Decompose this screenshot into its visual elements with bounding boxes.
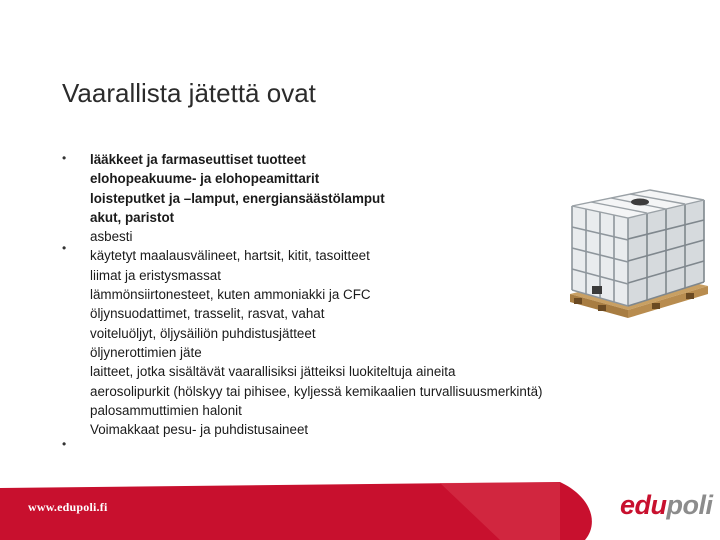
logo-text-poli: poli [666, 490, 713, 520]
bullet-marker: • [62, 241, 67, 255]
edupoli-logo [620, 490, 713, 521]
list-item: lääkkeet ja farmaseuttiset tuotteet [90, 152, 306, 167]
footer-background [0, 482, 720, 540]
bullet-marker: • [62, 437, 67, 451]
ibc-container-icon [562, 182, 712, 322]
slide-body [90, 150, 542, 439]
list-item: Voimakkaat pesu- ja puhdistusaineet [90, 422, 309, 438]
list-item: voiteluöljyt, öljysäiliön puhdistusjätteet [90, 325, 316, 341]
list-item: käytetyt maalausvälineet, hartsit, kitit, tasoitteet [90, 248, 370, 264]
list-item: palosammuttimien halonit [90, 402, 242, 418]
footer-bar [0, 482, 720, 540]
list-item: laitteet, jotka sisältävät vaarallisiksi jätteiksi luokiteltuja aineita [90, 364, 456, 380]
slide-title: Vaarallista jätettä ovat [62, 78, 316, 108]
list-item: öljynerottimien jäte [90, 344, 202, 360]
ibc-container-image [562, 182, 712, 322]
footer-url-link[interactable]: www.edupoli.fi [28, 500, 108, 514]
bullet-marker: • [62, 151, 67, 165]
list-item: asbesti [90, 229, 133, 245]
list-item: lämmönsiirtonesteet, kuten ammoniakki ja CFC [90, 287, 371, 303]
list-item: loisteputket ja –lamput, energiansäästölamput [90, 190, 385, 206]
logo-text-edu: edu [620, 490, 667, 520]
list-item: elohopeakuume- ja elohopeamittarit [90, 171, 320, 187]
list-item: liimat ja eristysmassat [90, 267, 221, 283]
list-item: aerosolipurkit (hölskyy tai pihisee, kyljessä kemikaalien turvallisuusmerkintä) [90, 383, 543, 399]
list-item: akut, paristot [90, 209, 175, 225]
list-item: öljynsuodattimet, trasselit, rasvat, vahat [90, 306, 325, 322]
